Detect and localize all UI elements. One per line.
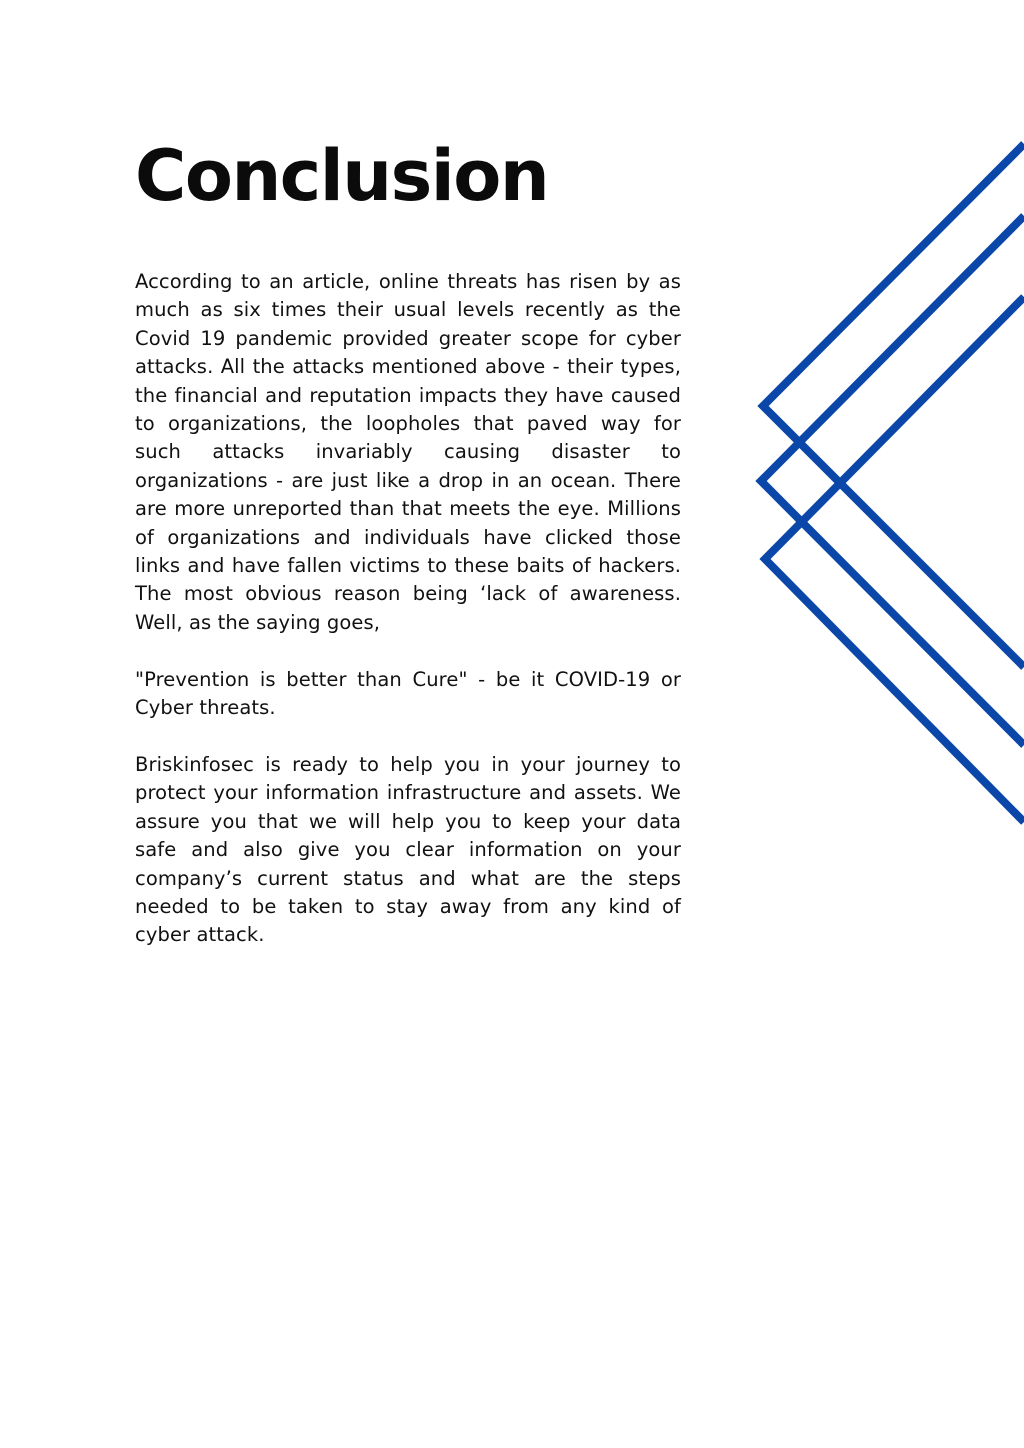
chevron-line-top — [763, 144, 1024, 667]
chevron-line-bottom — [765, 297, 1024, 822]
page-title: Conclusion — [135, 135, 549, 217]
chevron-line-middle — [761, 216, 1024, 745]
body-text — [135, 268, 681, 978]
paragraph-quote: "Prevention is better than Cure" - be it COVID-19 or Cyber threats. — [135, 667, 681, 720]
paragraph-intro: According to an article, online threats has risen by as much as six times their usual levels recently as the Covid 19 pandemic provided greater scope for cyber attacks. All the attacks mentioned above - their types, the financial and reputation impacts they have caused to organizations, the loopholes that paved way for such attacks invariably causing disaster to organizations - are just like a drop in an ocean. There are more unreported than that meets the eye. Millions of organizations and individuals have clicked those links and have fallen victims to these baits of hackers. The most obvious reason being ‘lack of awareness. Well, as the saying goes, — [135, 270, 681, 634]
chevron-decoration — [740, 120, 1024, 840]
paragraph-closing: Briskinfosec is ready to help you in your journey to protect your information infrastructure and assets. We assure you that we will help you to keep your data safe and also give you clear information on your company’s current status and what are the steps needed to be taken to stay away from any kind of cyber attack. — [135, 752, 681, 947]
